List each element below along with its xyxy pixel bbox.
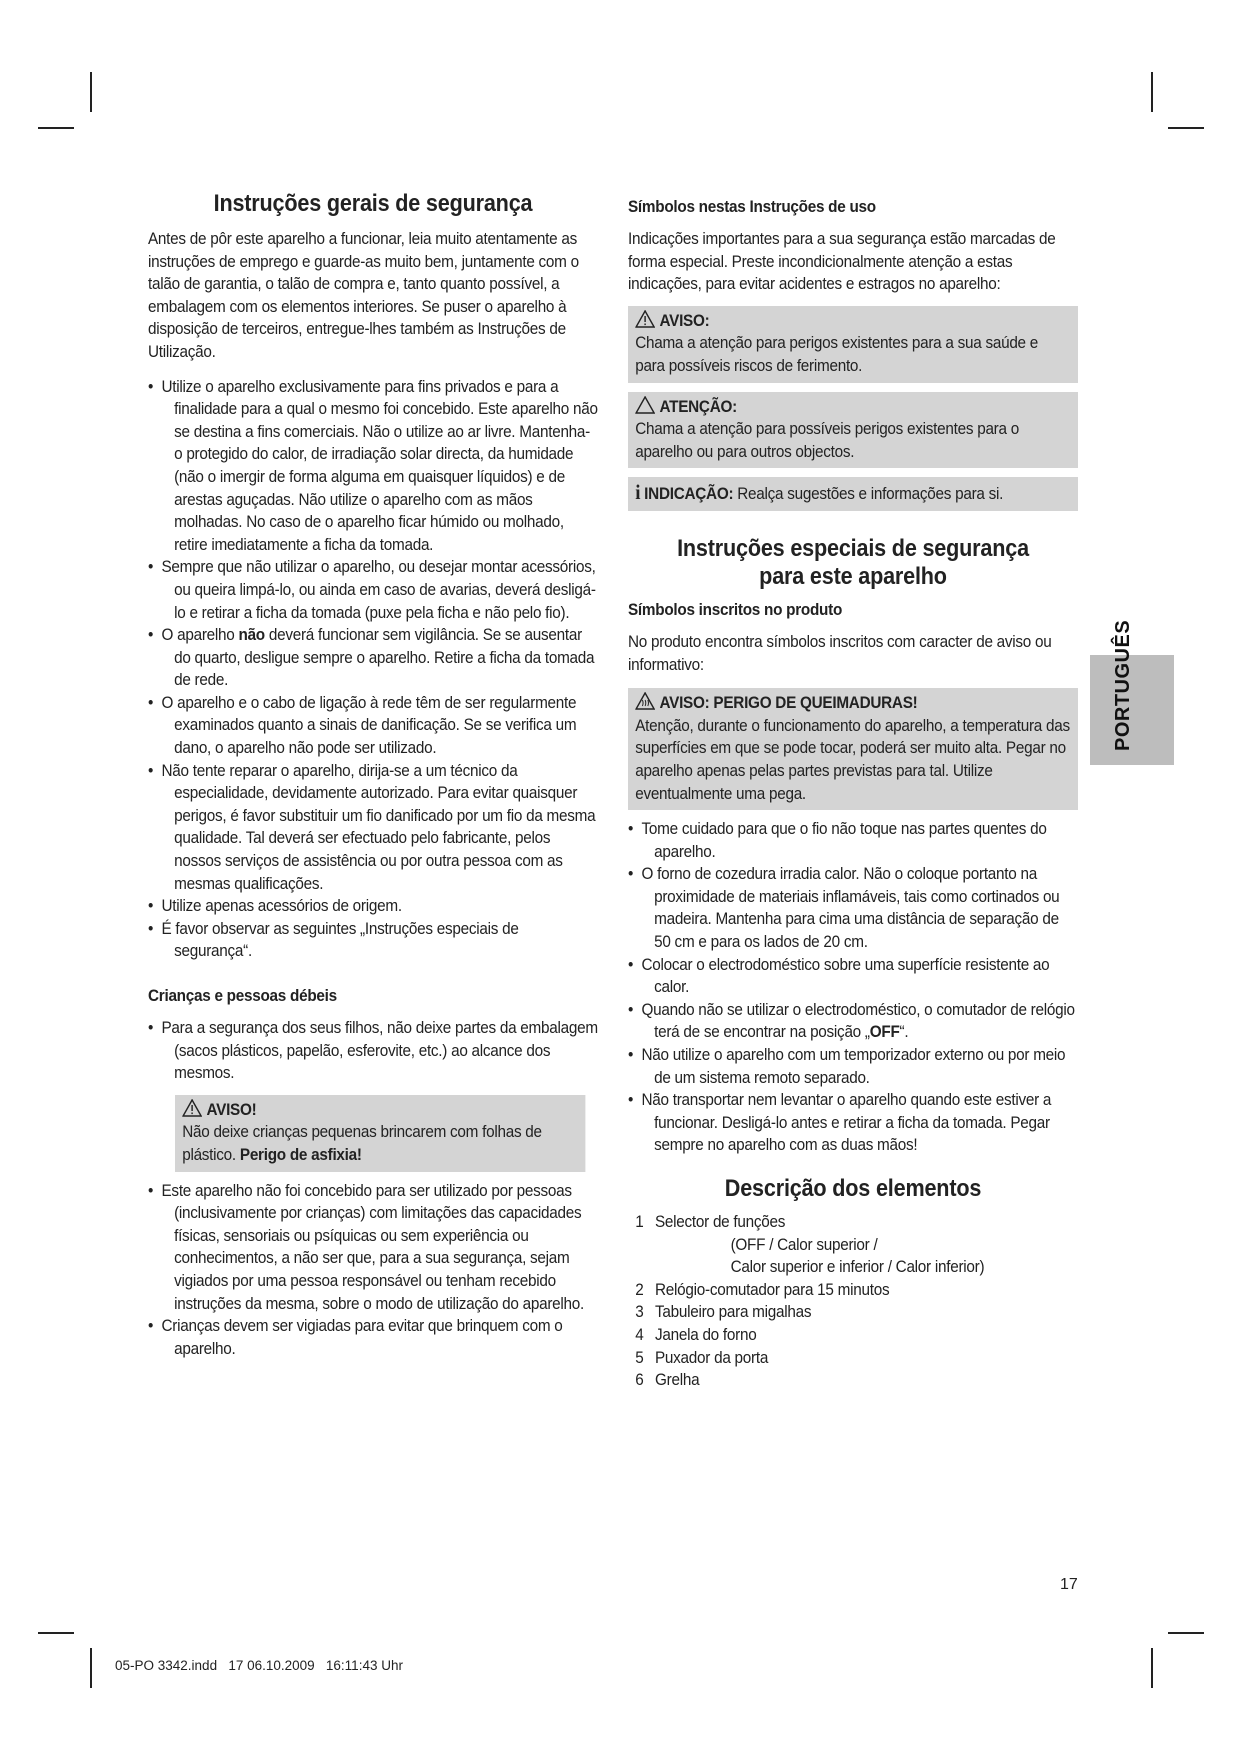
list-item: • Não transportar nem levantar o aparelho quando este estiver a funcionar. Desligá-lo antes e retirar a ficha da tomada. Pegar sempre no aparelho com as duas mãos! [628,1090,1052,1155]
warning-box-asphyxia: AVISO! Não deixe crianças pequenas brincarem com folhas de plástico. Perigo de asfixia! [175,1095,585,1172]
bullet-glyph: • [148,1018,154,1037]
bullet-glyph: • [148,918,154,938]
list-item: • Colocar o electrodoméstico sobre uma superfície resistente ao calor. [628,954,1050,997]
language-tab [1090,619,1174,765]
inscribed-paragraph: No produto encontra símbolos inscritos com caracter de aviso ou informativo: [628,631,1052,674]
legend-item: 2 Relógio-comutador para 15 minutos [635,1279,890,1299]
bullet-glyph: • [148,625,154,645]
special-safety-title: Instruções especiais de segurança para este aparelho [677,534,1029,590]
safety-list [148,376,598,963]
bullet-glyph: • [148,1316,154,1336]
bullet-glyph: • [628,1045,634,1065]
legend-item: 5 Puxador da porta [635,1347,769,1367]
symbols-title: Símbolos nestas Instruções de uso [628,197,876,216]
bullet-glyph: • [628,864,634,884]
crop-mark [90,72,92,112]
list-item: • Sempre que não utilizar o aparelho, ou desejar montar acessórios, ou queira limpá-lo, ou ainda em caso de avarias, deverá desligá-lo e retirar a ficha da tomada (puxe pela ficha e não pelo fio). [148,557,596,622]
bullet-glyph: • [148,1180,154,1200]
warning-triangle-icon [635,310,655,328]
hot-surface-icon [635,692,655,710]
children-list [148,1017,598,1085]
crop-mark [1168,127,1204,129]
legend-item: 1 Selector de funções [635,1212,786,1231]
atencao-box: ATENÇÃO: Chama a atenção para possíveis perigos existentes para o aparelho ou para outros objectos. [628,392,1078,469]
print-footer: 05-PO 3342.indd 17 06.10.2009 16:11:43 Uhr [115,1658,403,1673]
crop-mark [38,127,74,129]
language-tab-label: PORTUGUÊS [1112,619,1134,751]
list-item: • Crianças devem ser vigiadas para evitar que brinquem com o aparelho. [148,1316,563,1358]
warning-triangle-icon [182,1099,202,1117]
bullet-glyph: • [148,896,154,916]
list-item: • O aparelho e o cabo de ligação à rede têm de ser regularmente examinados quanto a sinais de danificação. Se se verifica um dano, o aparelho não pode ser utilizado. [148,692,577,758]
special-safety-list [628,818,1078,1157]
general-safety-title: Instruções gerais de segurança [213,190,533,217]
crop-mark [90,1648,92,1688]
list-item: • O forno de cozedura irradia calor. Não o coloque portanto na proximidade de materiais inflamáveis, tais como cortinados ou madeira. Mantenha para cima uma distância de separação de 50 cm e para os lados de 20 cm. [628,864,1060,952]
page-number: 17 [1060,1576,1078,1593]
bullet-glyph: • [148,557,154,577]
inscribed-symbols-title: Símbolos inscritos no produto [628,599,843,619]
crop-mark [38,1632,74,1634]
bullet-glyph: • [628,819,634,839]
symbols-paragraph: Indicações importantes para a sua segurança estão marcadas de forma especial. Preste incondicionalmente atenção a estas indicações, para evitar acidentes e estragos no aparelho: [628,229,1056,294]
bullet-glyph: • [148,376,154,396]
list-item: • Para a segurança dos seus filhos, não deixe partes da embalagem (sacos plásticos, papelão, esferovite, etc.) ao alcance dos mesmos. [148,1018,598,1083]
burn-warning-box: AVISO: PERIGO DE QUEIMADURAS! Atenção, durante o funcionamento do aparelho, a temperatura das superfícies em que se pode tocar, poderá ser muito alta. Pegar no aparelho apenas pelas partes previstas para tal. Utilize eventualmente uma pega. [628,688,1078,810]
list-item: • O aparelho não deverá funcionar sem vigilância. Se se ausentar do quarto, desligue sempre o aparelho. Retire a ficha da tomada de rede. [148,625,595,690]
bullet-glyph: • [148,760,154,780]
legend-item: 6 Grelha [635,1370,700,1390]
list-item: • Este aparelho não foi concebido para ser utilizado por pessoas (inclusivamente por crianças) com limitações das capacidades físicas, sensoriais ou psíquicas ou sem experiência ou conhecimentos, a não ser que, para a sua segurança, sejam vigiados por uma pessoa responsável ou tenham recebido instruções da mesma, sobre o modo de utilização do aparelho. [148,1180,584,1313]
crop-mark [1151,72,1153,112]
description-title: Descrição dos elementos [724,1175,982,1202]
list-item: • Não utilize o aparelho com um temporizador externo ou por meio de um sistema remoto separado. [628,1045,1066,1087]
crop-mark [1151,1648,1153,1688]
list-item: • Utilize o aparelho exclusivamente para fins privados e para a finalidade para a qual o mesmo foi concebido. Este aparelho não se destina a fins comerciais. Não o utilize ao ar livre. Mantenha-o protegido do calor, de irradiação solar directa, da humidade (não o imergir de forma alguma em quaisquer líquidos) e de arestas aguçadas. Não utilize o aparelho com as mãos molhadas. No caso de o aparelho ficar húmido ou molhado, retire imediatamente a ficha da tomada. [148,376,598,554]
list-item: • Tome cuidado para que o fio não toque nas partes quentes do aparelho. [628,819,1047,861]
bullet-glyph: • [628,999,634,1019]
caution-triangle-icon [635,396,655,414]
bullet-glyph: • [148,692,154,712]
list-item: • Quando não se utilizar o electrodoméstico, o comutador de relógio terá de se encontrar na posição „OFF“. [628,999,1075,1042]
parts-legend [628,1211,1078,1392]
indicacao-box: i INDICAÇÃO: Realça sugestões e informações para si. [628,477,1078,511]
bullet-glyph: • [628,1090,634,1110]
intro-paragraph: Antes de pôr este aparelho a funcionar, leia muito atentamente as instruções de emprego e guarde-as muito bem, juntamente com o talão de garantia, o talão de compra e, tanto quanto possível, a embalagem com os elementos interiores. Se puser o aparelho à disposição de terceiros, entregue-lhes também as Instruções de Utilização. [148,229,579,361]
children-section-title: Crianças e pessoas débeis [148,986,337,1005]
legend-item: 4 Janela do forno [635,1324,757,1344]
legend-item: Calor superior e inferior / Calor inferior) [730,1257,985,1277]
aviso-box: AVISO: Chama a atenção para perigos existentes para a sua saúde e para possíveis riscos de ferimento. [628,306,1078,383]
legend-item: 3 Tabuleiro para migalhas [635,1302,812,1322]
right-column [628,196,1080,1392]
list-item: • Utilize apenas acessórios de origem. [148,895,598,918]
left-column [148,190,600,1360]
crop-mark [1168,1632,1204,1634]
info-icon: i [635,480,641,505]
legend-item: (OFF / Calor superior / [730,1234,878,1254]
list-item: • Não tente reparar o aparelho, dirija-se a um técnico da especialidade, devidamente autorizado. Para evitar quaisquer perigos, é favor substituir um fio danificado por um fio da mesma qualidade. Tal deverá ser efectuado pelo fabricante, pelos nossos serviços de assistência ou por outra pessoa com as mesmas qualificações. [148,760,596,893]
list-item: • É favor observar as seguintes „Instruções especiais de segurança“. [148,918,519,961]
bullet-glyph: • [628,954,634,974]
persons-list [148,1180,598,1361]
